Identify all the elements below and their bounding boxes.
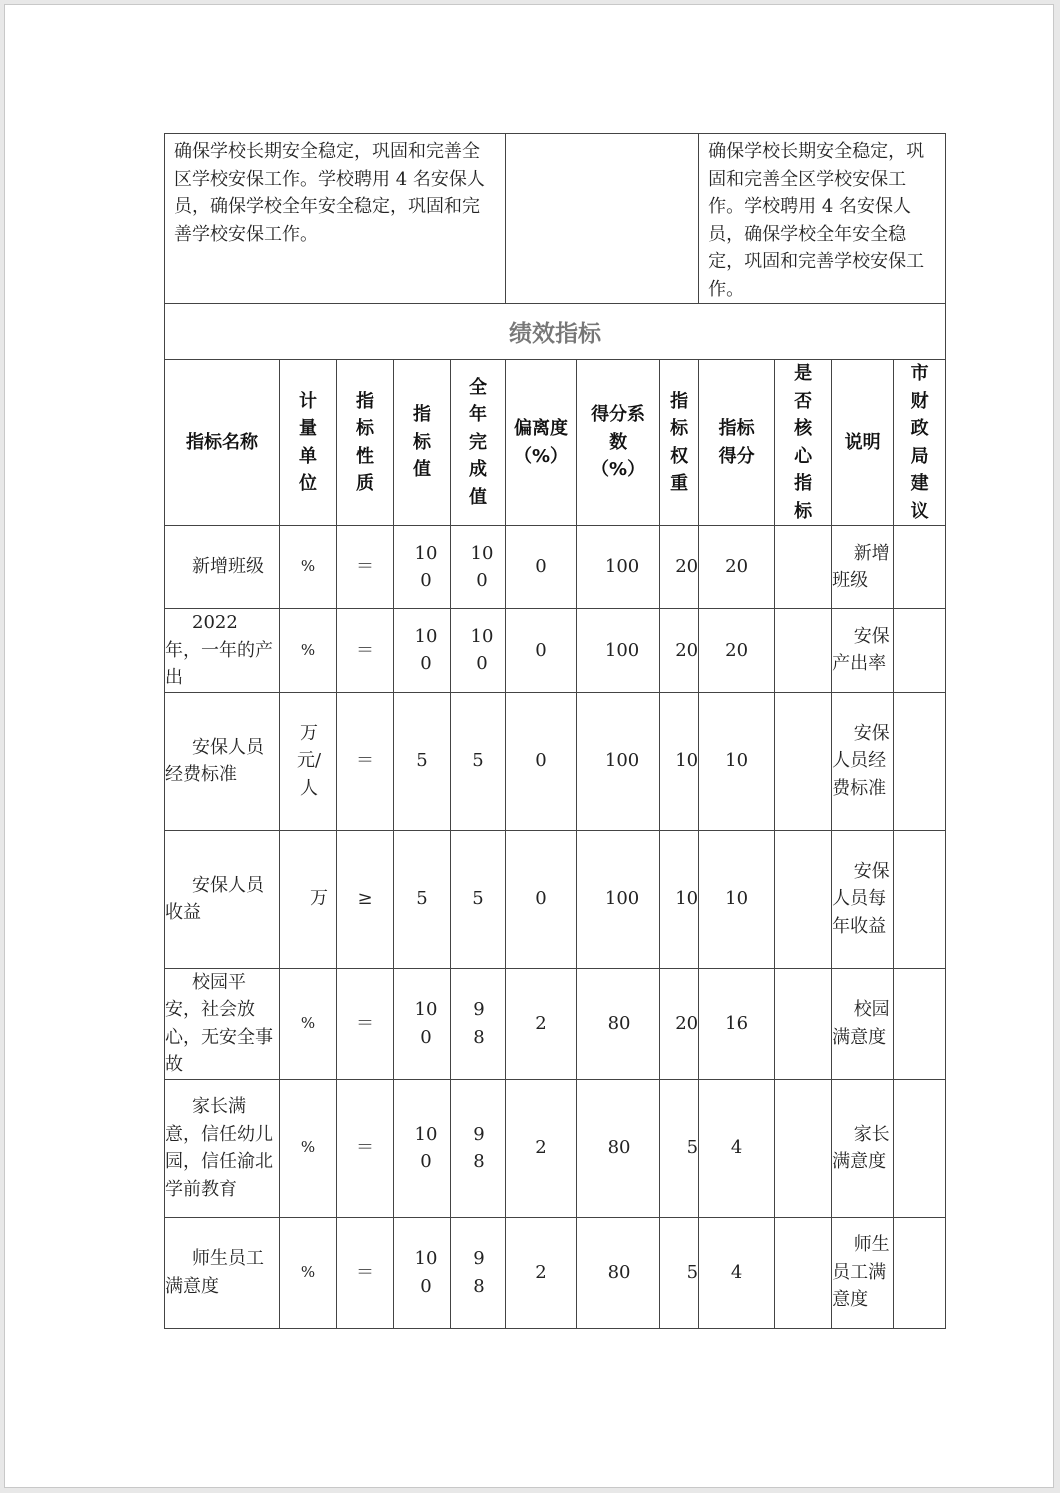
header-coef: 得分系数（%） (577, 360, 660, 526)
table-row (165, 1217, 946, 1328)
cell-coef: 80 (577, 1079, 660, 1217)
cell-nature: ＝ (337, 968, 394, 1079)
cell-core (775, 968, 832, 1079)
cell-weight: 20 (660, 609, 699, 693)
table-row (165, 526, 946, 609)
cell-name: 安保人员收益 (165, 830, 280, 968)
document-page (4, 4, 1054, 1488)
objective-left-text: 确保学校长期安全稳定，巩固和完善全区学校安保工作。学校聘用 4 名安保人员，确保学校全年安全稳定，巩固和完善学校安保工作。 (165, 134, 506, 304)
cell-target: 100 (394, 526, 451, 609)
cell-note: 安保产出率 (832, 609, 894, 693)
cell-nature: ＝ (337, 1079, 394, 1217)
cell-coef: 100 (577, 830, 660, 968)
cell-advice (894, 609, 946, 693)
cell-deviation: 0 (506, 526, 577, 609)
cell-target: 100 (394, 1079, 451, 1217)
cell-note: 安保人员每年收益 (832, 830, 894, 968)
cell-actual: 98 (451, 1079, 506, 1217)
section-title: 绩效指标 (165, 304, 946, 360)
cell-actual: 5 (451, 692, 506, 830)
cell-weight: 10 (660, 830, 699, 968)
cell-target: 5 (394, 830, 451, 968)
cell-unit: % (280, 526, 337, 609)
cell-name: 师生员工满意度 (165, 1217, 280, 1328)
cell-core (775, 526, 832, 609)
header-name: 指标名称 (165, 360, 280, 526)
header-core: 是否核心指标 (775, 360, 832, 526)
cell-coef: 100 (577, 609, 660, 693)
cell-weight: 5 (660, 1079, 699, 1217)
cell-coef: 80 (577, 968, 660, 1079)
cell-unit: % (280, 609, 337, 693)
header-note: 说明 (832, 360, 894, 526)
cell-weight: 20 (660, 968, 699, 1079)
cell-unit: 万元/人 (280, 692, 337, 830)
cell-core (775, 609, 832, 693)
cell-core (775, 1079, 832, 1217)
cell-target: 100 (394, 609, 451, 693)
header-target: 指标值 (394, 360, 451, 526)
cell-advice (894, 526, 946, 609)
cell-score: 20 (699, 526, 775, 609)
cell-coef: 80 (577, 1217, 660, 1328)
cell-weight: 10 (660, 692, 699, 830)
cell-nature: ＝ (337, 1217, 394, 1328)
cell-deviation: 0 (506, 830, 577, 968)
cell-deviation: 0 (506, 692, 577, 830)
table-row (165, 692, 946, 830)
cell-target: 100 (394, 1217, 451, 1328)
objective-middle-text (506, 134, 699, 304)
cell-unit: 万 (280, 830, 337, 968)
cell-note: 新增班级 (832, 526, 894, 609)
cell-note: 师生员工满意度 (832, 1217, 894, 1328)
cell-nature: ＝ (337, 609, 394, 693)
objective-row (165, 134, 946, 304)
cell-unit: % (280, 1079, 337, 1217)
cell-advice (894, 1079, 946, 1217)
cell-core (775, 1217, 832, 1328)
header-row (165, 360, 946, 526)
cell-name: 2022 年，一年的产出 (165, 609, 280, 693)
cell-name: 校园平安，社会放心，无安全事故 (165, 968, 280, 1079)
objective-right-text: 确保学校长期安全稳定，巩固和完善全区学校安保工作。学校聘用 4 名安保人员，确保学校全年安全稳定，巩固和完善学校安保工作。 (699, 134, 946, 304)
cell-unit: % (280, 1217, 337, 1328)
cell-nature: ＝ (337, 526, 394, 609)
cell-score: 4 (699, 1079, 775, 1217)
header-nature: 指标性质 (337, 360, 394, 526)
cell-coef: 100 (577, 692, 660, 830)
cell-deviation: 0 (506, 609, 577, 693)
cell-deviation: 2 (506, 968, 577, 1079)
cell-advice (894, 1217, 946, 1328)
cell-actual: 5 (451, 830, 506, 968)
cell-advice (894, 830, 946, 968)
cell-name: 家长满意，信任幼儿园，信任渝北学前教育 (165, 1079, 280, 1217)
cell-actual: 98 (451, 1217, 506, 1328)
cell-core (775, 830, 832, 968)
cell-target: 5 (394, 692, 451, 830)
cell-unit: % (280, 968, 337, 1079)
cell-nature: ＝ (337, 692, 394, 830)
cell-name: 安保人员经费标准 (165, 692, 280, 830)
header-deviation: 偏离度（%） (506, 360, 577, 526)
cell-actual: 100 (451, 609, 506, 693)
cell-score: 20 (699, 609, 775, 693)
cell-core (775, 692, 832, 830)
cell-actual: 98 (451, 968, 506, 1079)
header-score: 指标得分 (699, 360, 775, 526)
cell-weight: 20 (660, 526, 699, 609)
performance-table (164, 133, 946, 1329)
cell-coef: 100 (577, 526, 660, 609)
cell-score: 10 (699, 830, 775, 968)
cell-advice (894, 968, 946, 1079)
cell-note: 安保人员经费标准 (832, 692, 894, 830)
header-advice: 市财政局建议 (894, 360, 946, 526)
cell-weight: 5 (660, 1217, 699, 1328)
header-weight: 指标权重 (660, 360, 699, 526)
cell-name: 新增班级 (165, 526, 280, 609)
header-actual: 全年完成值 (451, 360, 506, 526)
cell-nature: ≥ (337, 830, 394, 968)
cell-actual: 100 (451, 526, 506, 609)
cell-advice (894, 692, 946, 830)
table-row (165, 968, 946, 1079)
table-row (165, 830, 946, 968)
cell-score: 10 (699, 692, 775, 830)
cell-target: 100 (394, 968, 451, 1079)
cell-note: 家长满意度 (832, 1079, 894, 1217)
cell-deviation: 2 (506, 1217, 577, 1328)
header-unit: 计量单位 (280, 360, 337, 526)
table-row (165, 1079, 946, 1217)
table-row (165, 609, 946, 693)
cell-score: 16 (699, 968, 775, 1079)
cell-note: 校园满意度 (832, 968, 894, 1079)
cell-deviation: 2 (506, 1079, 577, 1217)
cell-score: 4 (699, 1217, 775, 1328)
